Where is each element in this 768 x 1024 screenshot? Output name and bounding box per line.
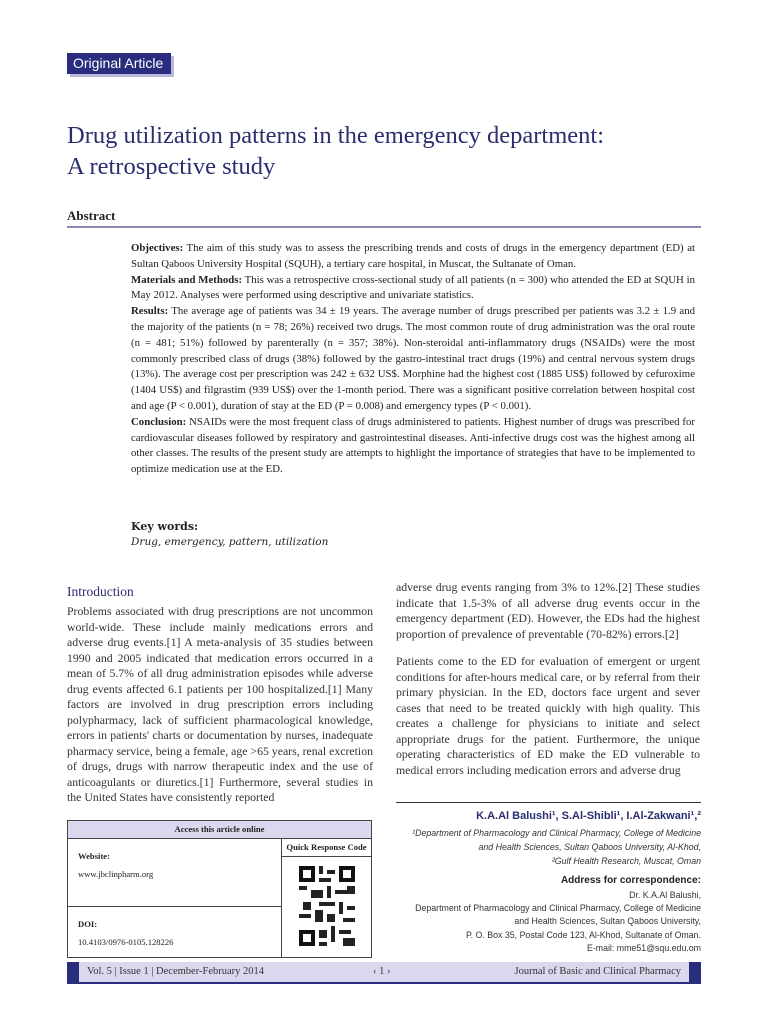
conclusion-label: Conclusion: [131, 415, 187, 428]
qr-code-icon [299, 866, 355, 946]
correspondence-heading: Address for correspondence: [560, 875, 701, 886]
access-article-box [67, 820, 372, 958]
keywords: Drug, emergency, pattern, utilization [131, 536, 329, 548]
column-divider [396, 802, 701, 803]
results-label: Results: [131, 305, 169, 318]
correspondence [415, 874, 701, 955]
website-label: Website: [78, 851, 110, 861]
affiliations [412, 826, 701, 868]
title-line-2: A retrospective study [67, 153, 276, 180]
authors: K.A.Al Balushi¹, S.Al-Shibli¹, I.Al-Zakwani¹,² [476, 810, 701, 822]
footer-journal: Journal of Basic and Clinical Pharmacy [514, 966, 681, 977]
abstract-objectives [131, 241, 695, 273]
results-text: The average age of patients was 34 ± 19 years. The average number of drugs prescribed per patients was 3.2 ± 1.9 and the majority of the patients (n = 78; 26%) received two drugs. The most common route of drug administration was the oral route (n = 481; 51%) followed by parenterally (n = 357; 38%). Non-steroidal anti-inflammatory drugs (NSAIDs) were the most commonly prescribed class of drugs (38%) followed by the gastro-intestinal tract drugs (19%) and central nervous system drugs (13%). The average cost per prescription was 242 ± 632 US$. Morphine had the highest cost (1885 US$) followed by cefuroxime (1404 US$) and filgrastim (939 US$) over the 1-month period. There was a significant positive correlation between hospital cost and age (P < 0.001), duration of stay at the ED (P = 0.008) and emergency types (P < 0.001). [131, 305, 695, 412]
correspondence-email[interactable]: E-mail: mme51@squ.edu.om [586, 942, 701, 953]
page-number: ‹ 1 › [373, 966, 391, 977]
affiliation-line: and Health Sciences, Sultan Qaboos University, Al-Khod, [478, 842, 701, 852]
conclusion-text: NSAIDs were the most frequent class of drugs administered to patients. Highest number of drugs was prescribed for cardiovascular diseases followed by respiratory and gastrointestinal diseases. Anti-infective drugs cost was the highest among all other classes. The results of the present study are attempts to highlight the importance of strategies that have to be implemented to optimize medication use at the ED. [131, 415, 695, 476]
doi-value[interactable]: 10.4103/0976-0105.128226 [78, 937, 174, 947]
abstract-results [131, 304, 695, 415]
intro-paragraph: Patients come to the ED for evaluation of emergent or urgent conditions for after-hours medical care, or by referral from their primary physician. In the ED, doctors face urgent and sever cases that need to be treated quickly with high quality. This creates a challenge for physicians to initiate and select appropriate drugs for the patient. Furthermore, the unique operating characteristics of ED make the ED vulnerable to medical errors including medication errors and adverse drug [396, 654, 700, 777]
article-type-badge: Original Article [67, 53, 171, 74]
qr-label: Quick Response Code [282, 839, 371, 857]
objectives-label: Objectives: [131, 242, 184, 254]
keywords-heading: Key words: [131, 520, 199, 533]
intro-paragraph: Problems associated with drug prescriptions are not uncommon world-wide. These include mainly medications errors and adverse drug events.[1] A meta-analysis of 35 studies between 1990 and 2005 indicated that medication errors occurred in a mean of 5.7% of all drug administration episodes while adverse drug events affected 6.1 patients per 100 hospitalized.[1] Many factors are involved in drug prescription errors including polypharmacy, lack of sufficient pharmacological knowledge, errors in patients' charts or documentation by nurses, inadequate pharmacy service, being a female, age >65 years, renal excretion of drugs, drugs with narrow therapeutic index and the use of anticoagulants or diuretics.[1] Furthermore, several studies in the United States have consistently reported [67, 604, 374, 804]
article-title [67, 120, 727, 182]
website-link[interactable]: www.jbclinpharm.org [78, 869, 154, 879]
abstract-heading: Abstract [67, 208, 116, 223]
methods-text: This was a retrospective cross-sectional study of all patients (n = 300) who attended the ED at SQUH in May 2012. Analyses were performed using descriptive and univariate statistics. [131, 273, 695, 302]
abstract-body [131, 241, 695, 478]
correspondence-line: Dr. K.A.Al Balushi, [629, 890, 701, 900]
introduction-heading: Introduction [67, 584, 134, 599]
intro-right-column [396, 580, 700, 790]
affiliation-line: ²Gulf Health Research, Muscat, Oman [551, 856, 701, 866]
footer-issue: Vol. 5 | Issue 1 | December-February 2014 [87, 966, 265, 977]
abstract-conclusion [131, 415, 695, 478]
intro-paragraph: adverse drug events ranging from 3% to 12%.[2] These studies indicate that 1.5-3% of all adverse drug events occur in the emergency department (ED). However, the EDs had the highest proportion of prevalence of preventable (70-82%) errors.[2] [396, 580, 700, 641]
correspondence-line: and Health Sciences, Sultan Qaboos University, [514, 916, 701, 927]
doi-label: DOI: [78, 919, 98, 929]
abstract-divider [67, 226, 701, 228]
methods-label: Materials and Methods: [131, 273, 243, 286]
access-heading: Access this article online [68, 821, 371, 839]
correspondence-line: P. O. Box 35, Postal Code 123, Al-Khod, Sultanate of Oman. [465, 929, 701, 940]
abstract-methods [131, 273, 695, 305]
correspondence-line: Department of Pharmacology and Clinical Pharmacy, College of Medicine [415, 903, 701, 914]
intro-left-column [67, 604, 373, 818]
objectives-text: The aim of this study was to assess the prescribing trends and costs of drugs in the emergency department (ED) at Sultan Qaboos University Hospital (SQUH), a tertiary care hospital, in Muscat, the Sultanate of Oman. [131, 242, 695, 270]
page-footer [67, 962, 701, 984]
affiliation-line: ¹Department of Pharmacology and Clinical Pharmacy, College of Medicine [412, 828, 701, 838]
title-line-1: Drug utilization patterns in the emergency department: [67, 122, 605, 149]
